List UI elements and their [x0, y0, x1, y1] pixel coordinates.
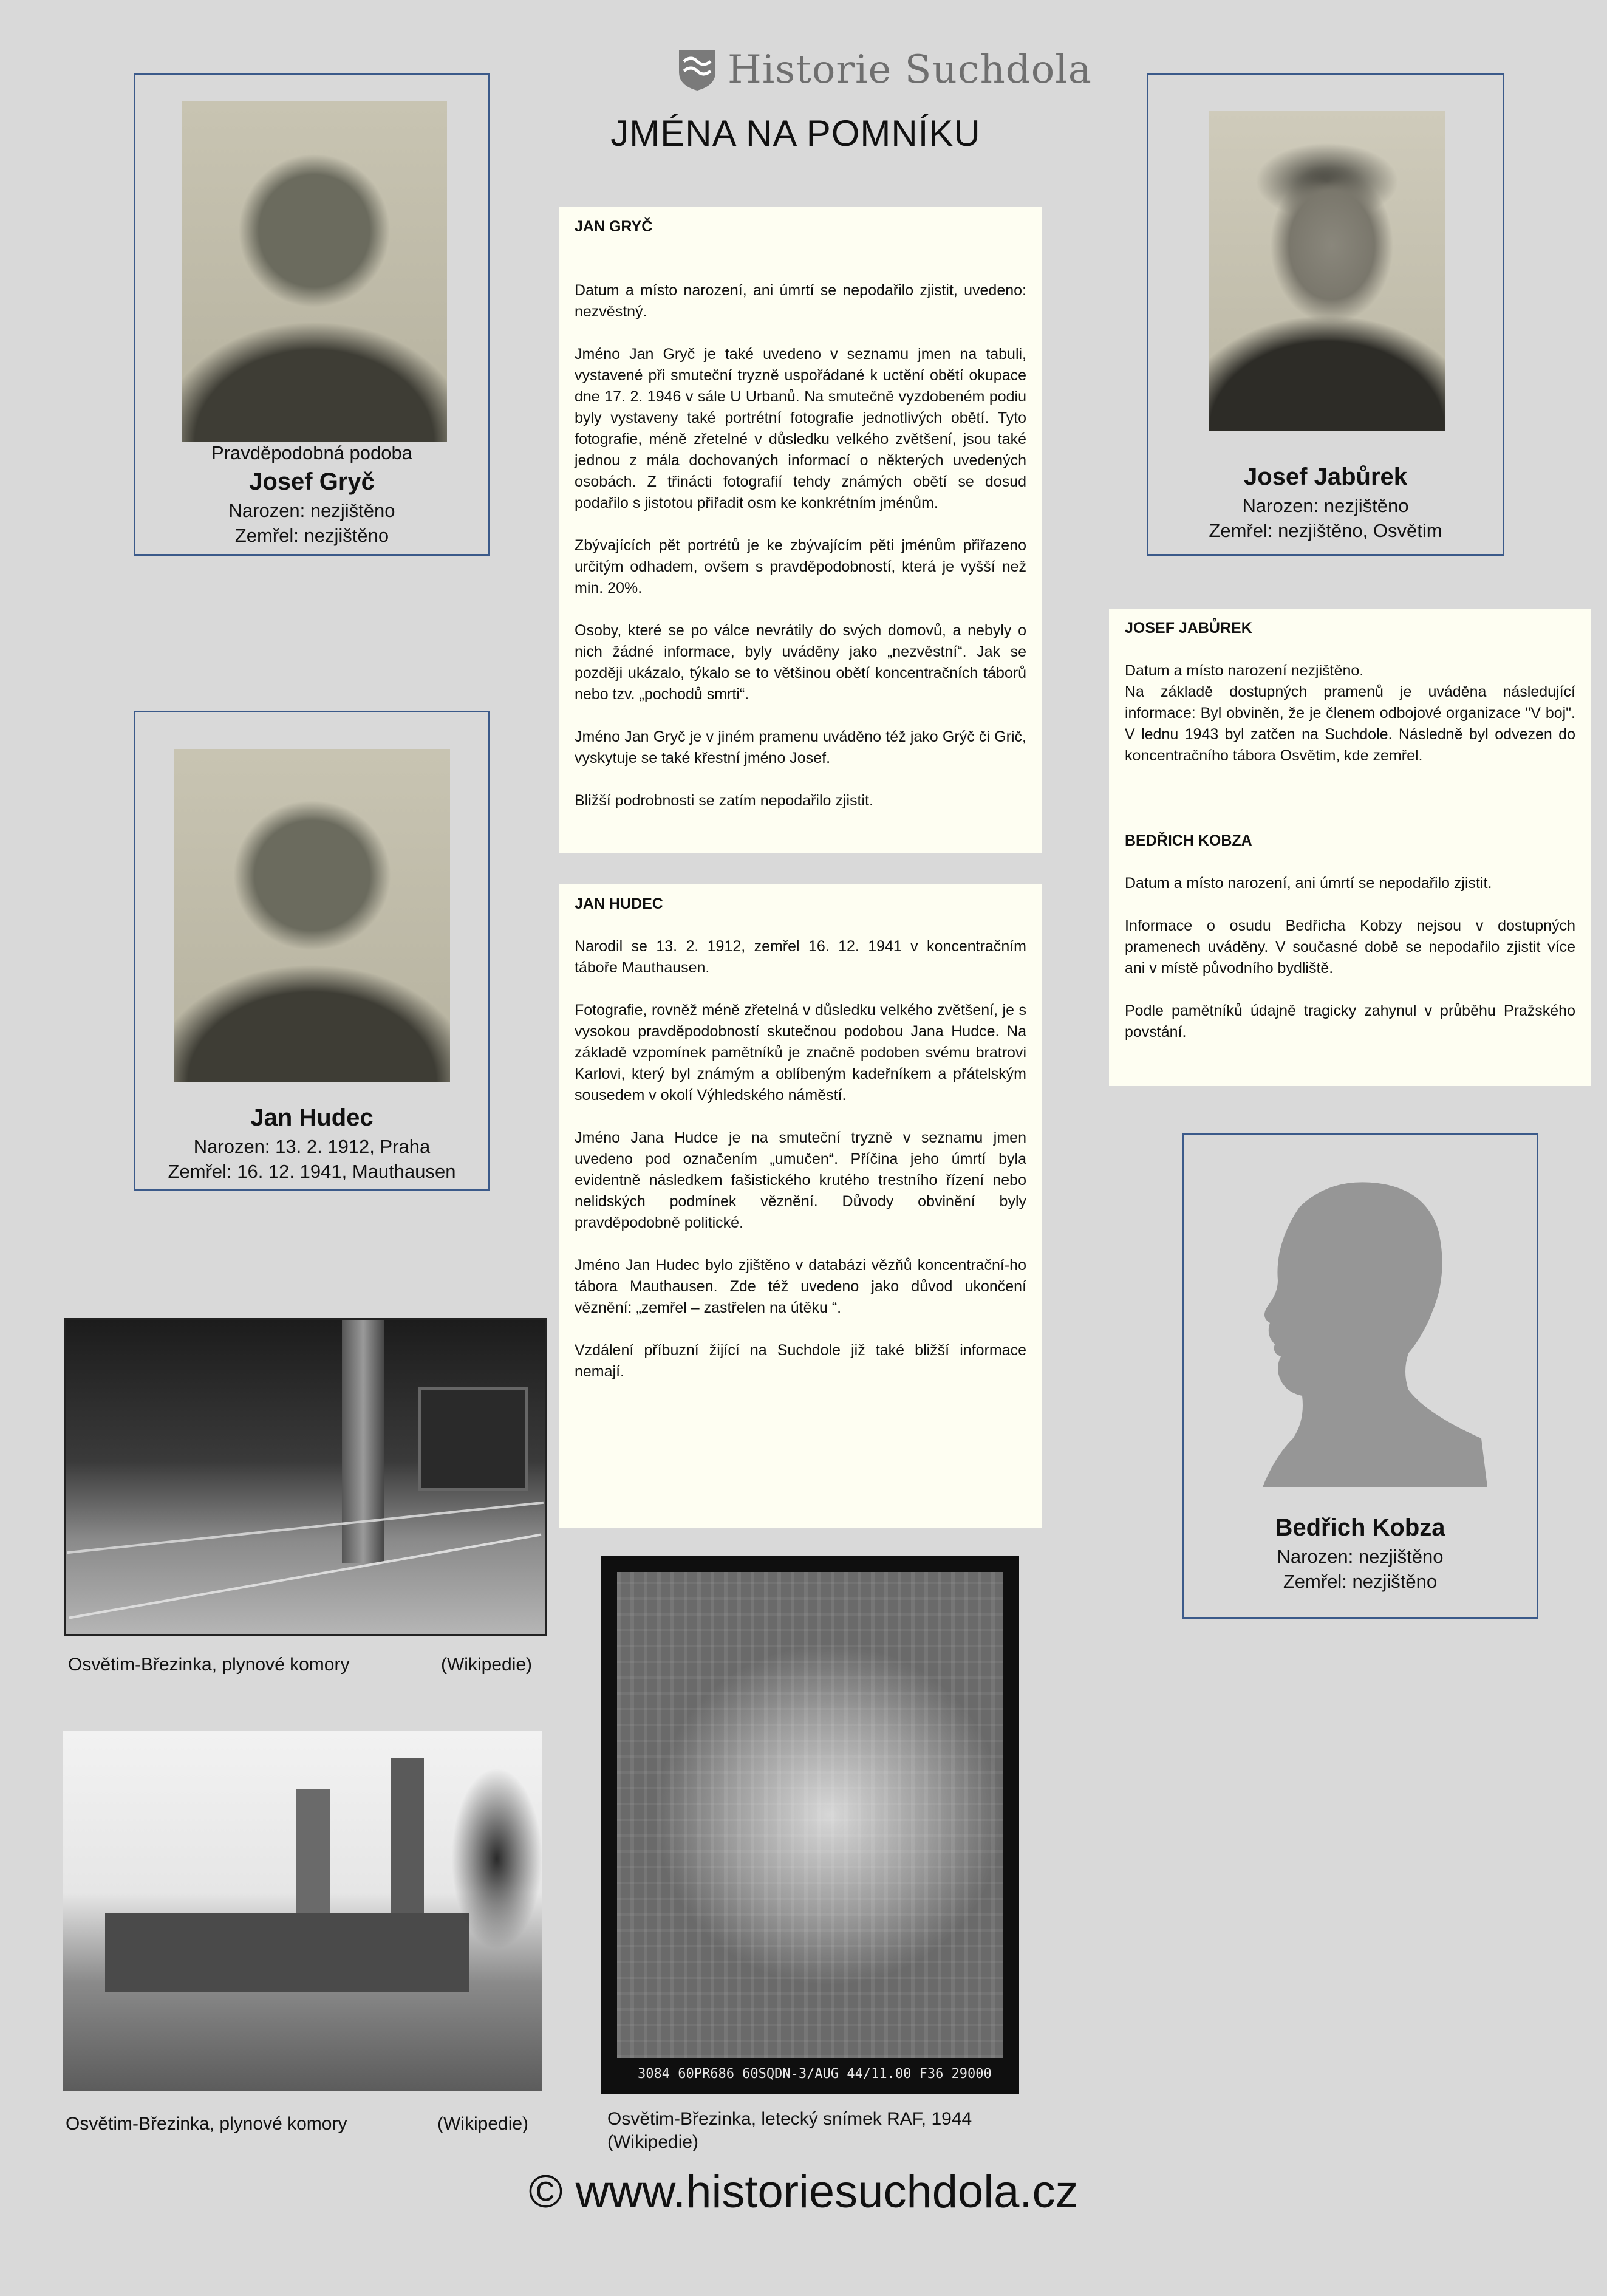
- site-logo: [675, 43, 1092, 97]
- silhouette-icon: [1226, 1171, 1500, 1487]
- section-heading: JAN HUDEC: [575, 895, 663, 912]
- photo-caption: Osvětim-Březinka, plynové komory: [66, 2114, 347, 2134]
- card-name: Jan Hudec: [250, 1104, 374, 1131]
- photo-gas-chamber-interior: [64, 1318, 547, 1636]
- paragraph: Narodil se 13. 2. 1912, zemřel 16. 12. 1941 v koncentračním táboře Mauthausen.: [575, 938, 1026, 976]
- photo-source: (Wikipedie): [441, 1655, 533, 1675]
- portrait-photo-gryc: [182, 101, 447, 442]
- card-died: Zemřel: nezjištěno: [234, 525, 389, 546]
- card-name: Bedřich Kobza: [1275, 1514, 1445, 1541]
- paragraph: Jméno Jan Gryč je také uvedeno v seznamu jmen na tabuli, vystavené při smuteční tryzně uspořádané k uctění obětí okupace dne 17. 2. 1946 v sále U Urbanů. Na smutečně vyzdobeném podiu byly vystaveny také portrétní fotografie jednotlivých obětí. Tyto fotografie, méně zřetelné v důsledku velkého zvětšení, jsou také jednou z mála dochovaných informací o některých uvedených osobách. Z třinácti fotografií tehdy známých obětí se dosud podařilo s jistotou přiřadit osm ke konkrétním jménům.: [575, 346, 1026, 511]
- paragraph: Na základě dostupných pramenů je uváděna následující informace: Byl obviněn, že je členem odbojové organizace "V boj". V lednu 1943 byl zatčen na Suchdole. Následně byl odvezen do koncentračního tábora Osvětim, kde zemřel.: [1125, 683, 1575, 764]
- card-died: Zemřel: nezjištěno, Osvětim: [1209, 520, 1442, 541]
- page-title: JMÉNA NA POMNÍKU: [610, 113, 981, 154]
- card-born: Narozen: nezjištěno: [228, 500, 395, 521]
- photo-crematorium-exterior: [63, 1731, 542, 2091]
- photo-source: (Wikipedie): [437, 2114, 529, 2134]
- portrait-card-kobza: [1182, 1133, 1538, 1619]
- card-name: Josef Gryč: [249, 468, 375, 495]
- photo-source: (Wikipedie): [607, 2132, 699, 2152]
- paragraph: Jméno Jana Hudce je na smuteční tryzně v seznamu jmen uvedeno pod označením „umučen“. Příčina jeho úmrtí byla evidentně následkem fašistického krutého trestního řízení nebo nelidských podmínek věznění. Důvody obvinění byly pravděpodobně politické.: [575, 1129, 1026, 1231]
- paragraph: Datum a místo narození, ani úmrtí se nepodařilo zjistit, uvedeno: nezvěstný.: [575, 282, 1026, 320]
- text-box-jan-hudec: [559, 884, 1042, 1528]
- card-died: Zemřel: 16. 12. 1941, Mauthausen: [168, 1161, 456, 1182]
- portrait-photo-hudec: [174, 749, 450, 1082]
- card-note: Pravděpodobná podoba: [211, 442, 412, 463]
- paragraph: Jméno Jan Hudec bylo zjištěno v databázi vězňů koncentrační-ho tábora Mauthausen. Zde též uvedeno jako důvod ukončení věznění: „zemřel – zastřelen na útěku “.: [575, 1257, 1026, 1316]
- section-heading: JAN GRYČ: [575, 218, 653, 235]
- paragraph: Vzdálení příbuzní žijící na Suchdole již také bližší informace nemají.: [575, 1342, 1026, 1380]
- section-heading: JOSEF JABŮREK: [1125, 620, 1252, 637]
- paragraph: Osoby, které se po válce nevrátily do svých domovů, a nebyly o nich žádné informace, byly uváděny jako „nezvěstní“. Jak se později ukázalo, týkalo se to většinou obětí koncentračních táborů nebo tzv. „pochodů smrti“.: [575, 622, 1026, 703]
- portrait-card-gryc: [134, 73, 490, 556]
- paragraph: Datum a místo narození nezjištěno.: [1125, 662, 1364, 679]
- paragraph: Bližší podrobnosti se zatím nepodařilo zjistit.: [575, 792, 873, 809]
- card-died: Zemřel: nezjištěno: [1283, 1571, 1438, 1592]
- coat-of-arms-icon: [675, 48, 719, 92]
- text-box-jan-gryc: [559, 207, 1042, 853]
- card-born: Narozen: nezjištěno: [1277, 1546, 1444, 1567]
- paragraph: Fotografie, rovněž méně zřetelná v důsledku velkého zvětšení, je s vysokou pravděpodobností skutečnou podobou Jana Hudce. Na základě vzpomínek pamětníků je značně podoben svému bratrovi Karlovi, který byl známým a oblíbeným kadeřníkem a přátelským sousedem v okolí Výhledského náměstí.: [575, 1002, 1026, 1104]
- text-box-jaburek-kobza: [1109, 609, 1591, 1086]
- footer-copyright: © www.historiesuchdola.cz: [528, 2166, 1079, 2218]
- paragraph: Informace o osudu Bedřicha Kobzy nejsou v dostupných pramenech uváděny. V současné době se nepodařilo zjistit více ani v místě původního bydliště.: [1125, 917, 1575, 977]
- paragraph: Podle pamětníků údajně tragicky zahynul v průběhu Pražského povstání.: [1125, 1002, 1575, 1040]
- aerial-stamp: 3084 60PR686 60SQDN-3/AUG 44/11.00 F36 29000: [638, 2066, 992, 2082]
- photo-caption: Osvětim-Březinka, plynové komory: [68, 1655, 350, 1675]
- logo-text: Historie Suchdola: [728, 47, 1092, 92]
- portrait-photo-jaburek: [1209, 111, 1445, 431]
- paragraph: Jméno Jan Gryč je v jiném pramenu uváděno též jako Grýč či Grič, vyskytuje se také křestní jméno Josef.: [575, 728, 1026, 767]
- card-name: Josef Jabůrek: [1243, 463, 1408, 490]
- card-born: Narozen: nezjištěno: [1242, 495, 1409, 516]
- paragraph: Datum a místo narození, ani úmrtí se nepodařilo zjistit.: [1125, 875, 1492, 892]
- portrait-card-hudec: [134, 711, 490, 1191]
- photo-caption: Osvětim-Březinka, letecký snímek RAF, 1944: [607, 2109, 972, 2129]
- photo-aerial-raf: [601, 1556, 1019, 2094]
- card-born: Narozen: 13. 2. 1912, Praha: [193, 1136, 431, 1157]
- paragraph: Zbývajících pět portrétů je ke zbývajícím pěti jménům přiřazeno určitým odhadem, ovšem s pravděpodobností, která je vyšší než min. 20%.: [575, 537, 1026, 596]
- portrait-card-jaburek: [1147, 73, 1504, 556]
- section-heading: BEDŘICH KOBZA: [1125, 832, 1252, 849]
